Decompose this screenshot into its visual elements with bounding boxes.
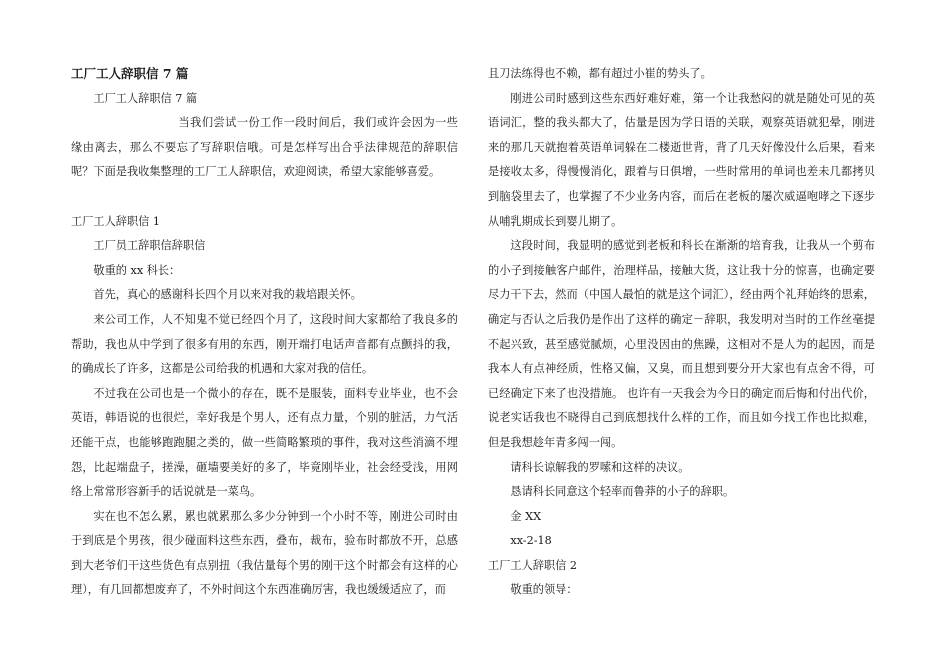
paragraph-letter1-heading: 工厂工人辞职信 1 <box>71 214 160 228</box>
paragraph-para8: 恳请科长同意这个轻率而鲁莽的小子的辞职。 <box>510 485 735 499</box>
paragraph-para6: 这段时间，我显明的感觉到老板和科长在渐渐的培育我，让我从一个剪布的小子到接触客户邮件，治理样品，接触大货，这让我十分的惊喜，也确定要尽力干下去，然而（中国人最怕的就是这个词汇），经由两个礼拜始终的思索，确定与否认之后我仍是作出了这样的确定－辞职，我发明对当时的工作丝毫提不起兴致，甚至感觉腻烦，心里没因由的焦躁，这相对不是人为的起因，而是我本人有点神经质，性格又偏，又臭，而且想到要分开大家也有点舍不得，可已经确定下来了也没措施。 也许有一天我会为今日的确定而后悔和付出代价，说老实话我也不晓得自己到底想找什么样的工作，而且如今找工作也比拟难，但是我想趁年青多闯一闯。 <box>488 239 875 449</box>
paragraph-salutation2: 敬重的领导： <box>510 583 578 597</box>
paragraph-para7: 请科长谅解我的罗嗦和这样的决议。 <box>510 460 690 474</box>
paragraph-salutation: 敬重的 xx 科长： <box>93 263 181 277</box>
paragraph-para1: 首先，真心的感谢科长四个月以来对我的栽培跟关怀。 <box>93 288 362 302</box>
paragraph-para2: 来公司工作，人不知鬼不觉已经四个月了，这段时间大家都给了我良多的帮助，我也从中学到了很多有用的东西，刚开端打电话声音都有点颤抖的我，的确成长了许多，这都是公司给我的机遇和大家对我的信任。 <box>71 312 458 376</box>
paragraph-para5: 刚进公司时感到这些东西好难好难，第一个让我愁闷的就是随处可见的英语词汇，整的我头都大了，估量是因为学日语的关联，观察英语就犯晕，刚进来的那几天就抱着英语单词躲在二楼逝世背，背了几天好像没什么后果，看来是接收太多，得慢慢消化，跟着与日俱增，一些时常用的单词也差未几都拷贝到脑袋里去了，也掌握了不少业务内容，而后在老板的屡次威逼咆哮之下逐步从哺乳期成长到婴儿期了。 <box>488 91 875 228</box>
left-column <box>71 62 458 603</box>
paragraph-intro: 当我们尝试一份工作一段时间后，我们或许会因为一些缘由离去，那么不要忘了写辞职信哦。可是怎样写出合乎法律规范的辞职信呢？下面是我收集整理的工厂工人辞职信，欢迎阅读，希望大家能够喜爱。 <box>71 116 458 179</box>
right-column <box>488 62 875 603</box>
paragraph-para3: 不过我在公司也是一个微小的存在，既不是服装，面料专业毕业，也不会英语，韩语说的也很烂，幸好我是个男人，还有点力量，个别的脏活，力气活还能干点，也能够跑跑腿之类的，做一些简略繁琐的事件，我对这些消滴不埋怨，比起端盘子，搓澡，砸墙要美好的多了，毕竟刚毕业，社会经受浅，用网络上常常形容新手的话说就是一菜鸟。 <box>71 386 458 499</box>
document-title: 工厂工人辞职信 7 篇 <box>71 66 189 81</box>
paragraph-signature: 金 XX <box>510 509 542 523</box>
paragraph-letter1-title: 工厂员工辞职信辞职信 <box>93 239 206 253</box>
blank-line <box>71 185 458 210</box>
paragraph-date: xx-2-18 <box>510 534 552 548</box>
paragraph-letter2-heading: 工厂工人辞职信 2 <box>488 558 577 572</box>
paragraph-para4: 实在也不怎么累，累也就累那么多少分钟到一个小时不等，刚进公司时由于到底是个男孩，很少碰面料这些东西，叠布，裁布，验布时都放不开，总感到大老爷们干这些货色有点别扭（我估量每个男的刚干这个时都会有这样的心理），有几回都想废弃了，不外时间这个东西准确厉害，我也缓缓适应了，而 <box>71 509 458 597</box>
paragraph-subtitle: 工厂工人辞职信 7 篇 <box>93 91 198 105</box>
paragraph-para4-cont: 且刀法练得也不赖，都有超过小崔的势头了。 <box>488 67 712 80</box>
